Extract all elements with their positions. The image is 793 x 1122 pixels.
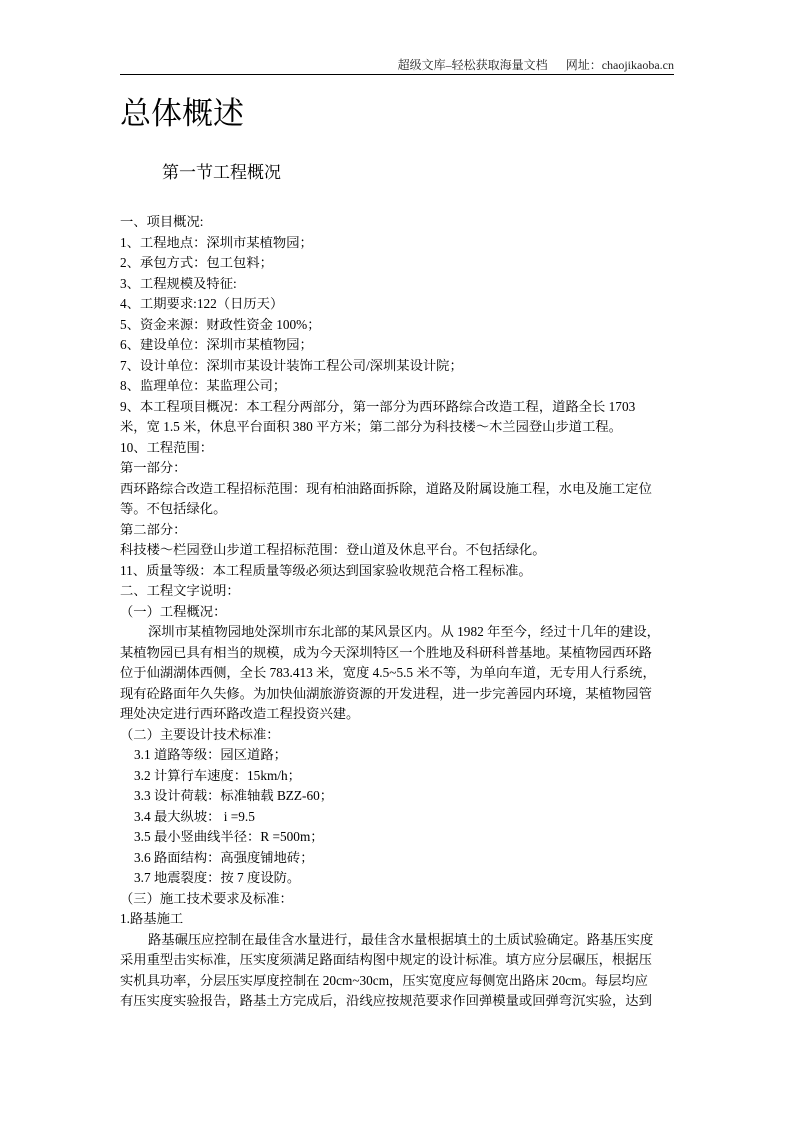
overview-item: 3、工程规模及特征:	[120, 275, 237, 291]
part-1-line: 等。不包括绿化。	[120, 501, 227, 516]
standard-item: 3.3 设计荷载：标准轴载 BZZ-60；	[134, 788, 334, 803]
item-10-heading: 10、工程范围：	[120, 439, 214, 455]
overview-heading: 一、项目概况:	[120, 214, 204, 229]
part-1-label: 第一部分：	[120, 460, 187, 475]
sub1-heading: （一）工程概况：	[120, 603, 227, 619]
overview-item: 5、资金来源：财政性资金 100%；	[120, 316, 321, 332]
overview-item: 7、设计单位：深圳市某设计装饰工程公司/深圳某设计院；	[120, 357, 463, 373]
standard-item: 3.1 道路等级：园区道路；	[134, 747, 287, 762]
overview-item: 8、监理单位：某监理公司；	[120, 378, 287, 393]
item-11: 11、质量等级：本工程质量等级必须达到国家验收规范合格工程标准。	[120, 562, 532, 578]
standard-item: 3.2 计算行车速度：15km/h；	[134, 767, 301, 783]
overview-item: 6、建设单位：深圳市某植物园；	[120, 337, 313, 352]
header-rule	[120, 74, 674, 75]
sub1-paragraph-line: 深圳市某植物园地处深圳市东北部的某风景区内。从 1982 年至今，经过十几年的建设，	[148, 624, 660, 639]
sub1-paragraph-line: 某植物园已具有相当的规模，成为今天深圳特区一个胜地及科研科普基地。某植物园西环路	[120, 644, 652, 660]
part-2-label: 第二部分：	[120, 521, 187, 537]
standard-item: 3.7 地震裂度：按 7 度设防。	[134, 870, 301, 885]
overview-item: 1、工程地点：深圳市某植物园；	[120, 234, 313, 250]
overview-item: 2、承包方式：包工包料；	[120, 255, 273, 270]
sub1-paragraph-line: 现有砼路面年久失修。为加快仙湖旅游资源的开发进程，进一步完善园内环境，某植物园管	[120, 685, 652, 701]
overview-item-9-line: 米，宽 1.5 米，休息平台面积 380 平方米；第二部分为科技楼～木兰园登山步道工程。	[120, 419, 622, 434]
roadbed-paragraph-line: 实机具功率，分层压实厚度控制在 20cm~30cm，压实宽度应每侧宽出路床 20cm。每层均应	[120, 972, 648, 988]
sub3-heading: （三）施工技术要求及标准：	[120, 890, 293, 906]
document-body	[120, 212, 676, 1012]
roadbed-paragraph-line: 有压实度实验报告，路基土方完成后，沿线应按规范要求作回弹模量或回弹弯沉实验，达到	[120, 993, 652, 1008]
sub1-paragraph-line: 位于仙湖湖体西侧，全长 783.413 米，宽度 4.5~5.5 米不等，为单向车道，无专用人行系统，	[120, 665, 656, 680]
site-url: 网址：chaojikaoba.cn	[565, 58, 674, 72]
standard-item: 3.6 路面结构：高强度铺地砖；	[134, 849, 314, 865]
section-title: 第一节工程概况	[162, 163, 281, 183]
roadbed-paragraph-line: 路基碾压应控制在最佳含水量进行，最佳含水量根据填土的土质试验确定。路基压实度	[148, 931, 654, 947]
standard-item: 3.5 最小竖曲线半径：R =500m；	[134, 829, 324, 844]
overview-item: 4、工期要求:122（日历天）	[120, 296, 284, 311]
standard-item: 3.4 最大纵坡： i =9.5	[134, 808, 255, 824]
overview-item-9-line: 9、本工程项目概况：本工程分两部分，第一部分为西环路综合改造工程，道路全长 1703	[120, 398, 636, 414]
roadbed-paragraph-line: 采用重型击实标准，压实度须满足路面结构图中规定的设计标准。填方应分层碾压，根据压	[120, 952, 652, 967]
sub2-heading: （二）主要设计技术标准：	[120, 726, 280, 742]
part-2-line: 科技楼～栏园登山步道工程招标范围：登山道及休息平台。不包括绿化。	[120, 542, 546, 557]
sub1-paragraph-line: 理处决定进行西环路改造工程投资兴建。	[120, 706, 360, 721]
site-slogan: 超级文库–轻松获取海量文档	[397, 58, 548, 72]
description-heading: 二、工程文字说明：	[120, 583, 240, 598]
part-1-line: 西环路综合改造工程招标范围：现有柏油路面拆除，道路及附属设施工程，水电及施工定位	[120, 480, 652, 496]
document-title: 总体概述	[120, 96, 244, 132]
roadbed-heading: 1.路基施工	[120, 911, 184, 926]
page-header	[120, 56, 674, 74]
